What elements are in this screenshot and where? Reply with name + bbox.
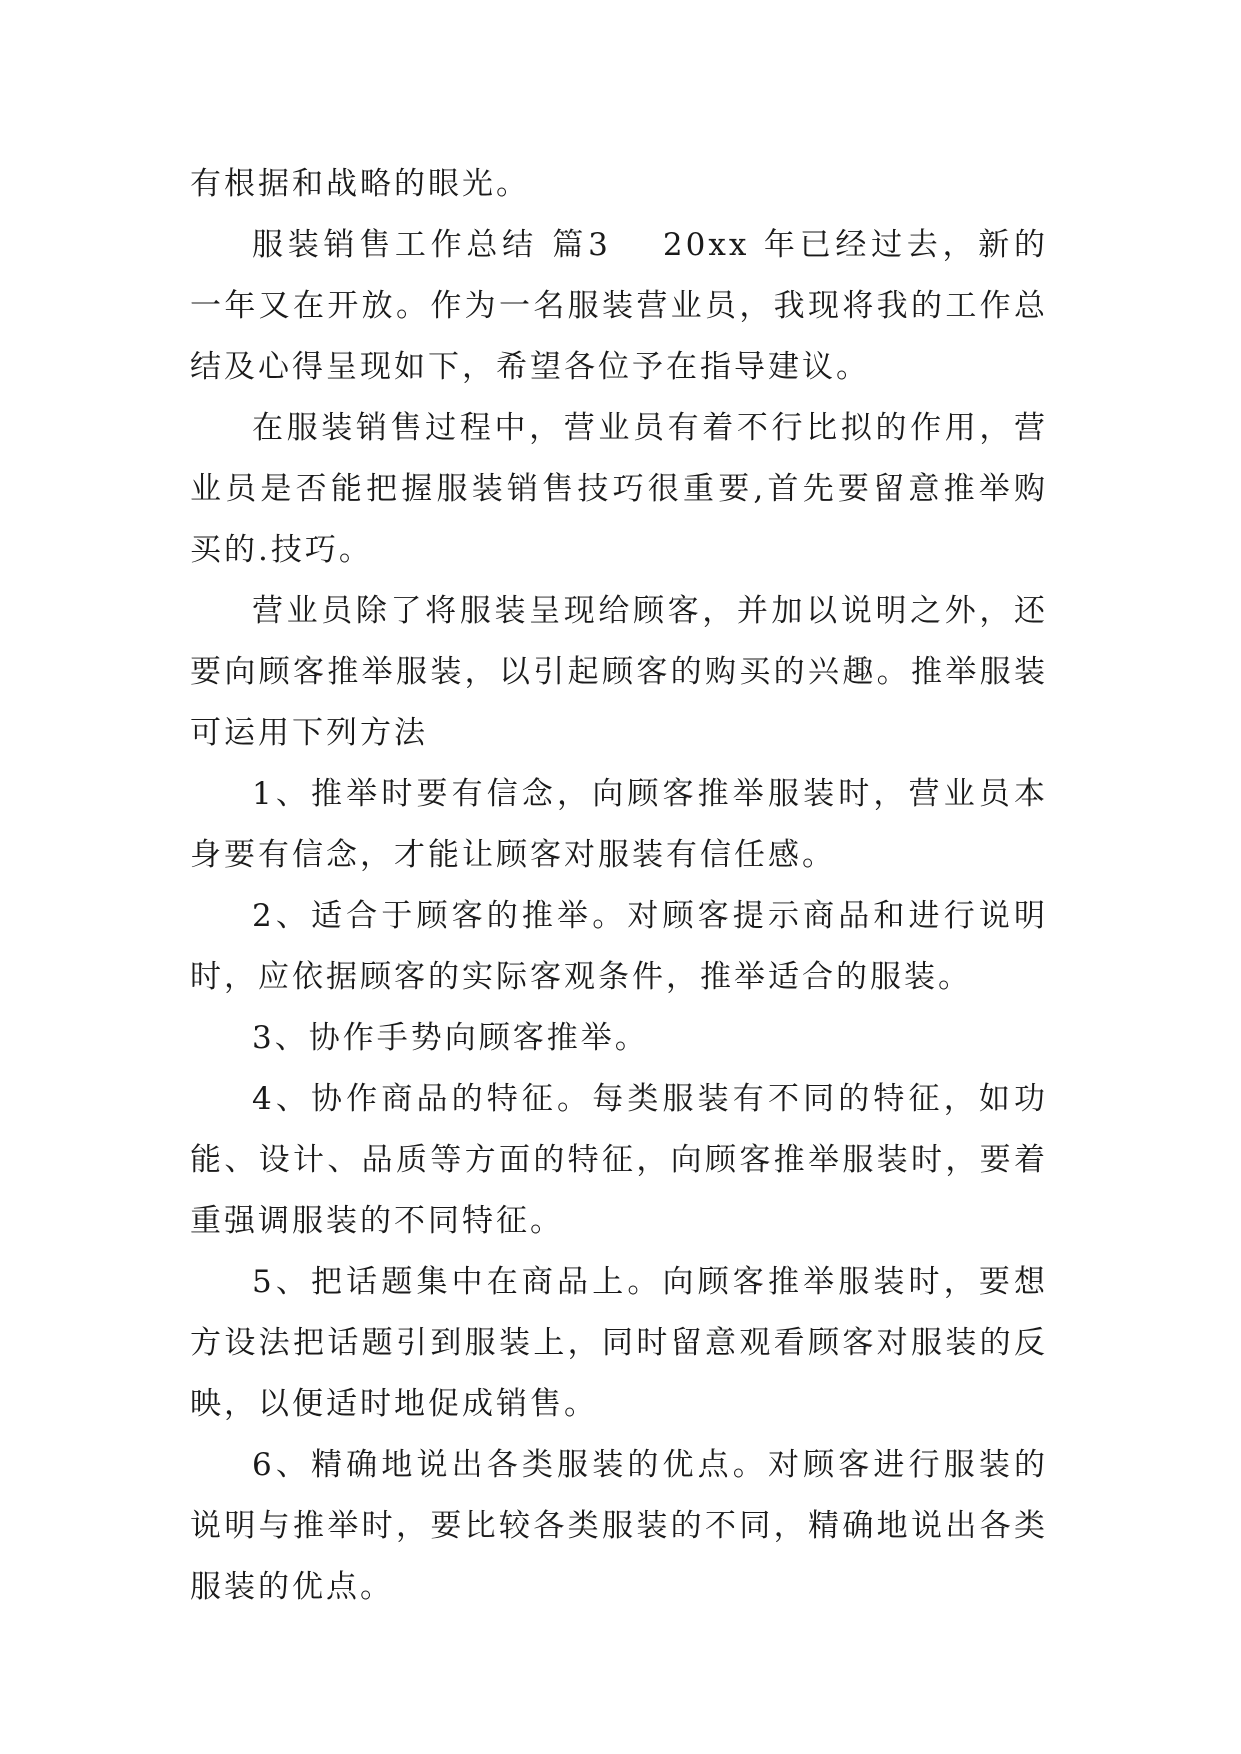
- section-intro-text: 20xx 年已经过去，新的一年又在开放。作为一名服装营业员，我现将我的工作总结及心得呈现如下，希望各位予在指导建议。: [190, 227, 1049, 385]
- list-item: 6、精确地说出各类服装的优点。对顾客进行服装的说明与推举时，要比较各类服装的不同，精确地说出各类服装的优点。: [190, 1447, 1048, 1605]
- section-heading: 服装销售工作总结 篇3: [252, 227, 611, 263]
- paragraph-section-intro: [190, 215, 1048, 398]
- list-item: 5、把话题集中在商品上。向顾客推举服装时，要想方设法把话题引到服装上，同时留意观看顾客对服装的反映，以便适时地促成销售。: [190, 1264, 1048, 1422]
- list-item: 2、适合于顾客的推举。对顾客提示商品和进行说明时，应依据顾客的实际客观条件，推举适合的服装。: [190, 898, 1048, 995]
- list-item: 3、协作手势向顾客推举。: [252, 1020, 649, 1056]
- paragraph: 营业员除了将服装呈现给顾客，并加以说明之外，还要向顾客推举服装，以引起顾客的购买的兴趣。推举服装可运用下列方法: [190, 593, 1048, 751]
- paragraph: 在服装销售过程中，营业员有着不行比拟的作用，营业员是否能把握服装销售技巧很重要,首先要留意推举购买的.技巧。: [190, 410, 1048, 568]
- list-item: 4、协作商品的特征。每类服装有不同的特征，如功能、设计、品质等方面的特征，向顾客推举服装时，要着重强调服装的不同特征。: [190, 1081, 1048, 1239]
- paragraph-continuation: 有根据和战略的眼光。: [190, 166, 530, 202]
- document-body: [190, 154, 1048, 1618]
- list-item: 1、推举时要有信念，向顾客推举服装时，营业员本身要有信念，才能让顾客对服装有信任感。: [190, 776, 1048, 873]
